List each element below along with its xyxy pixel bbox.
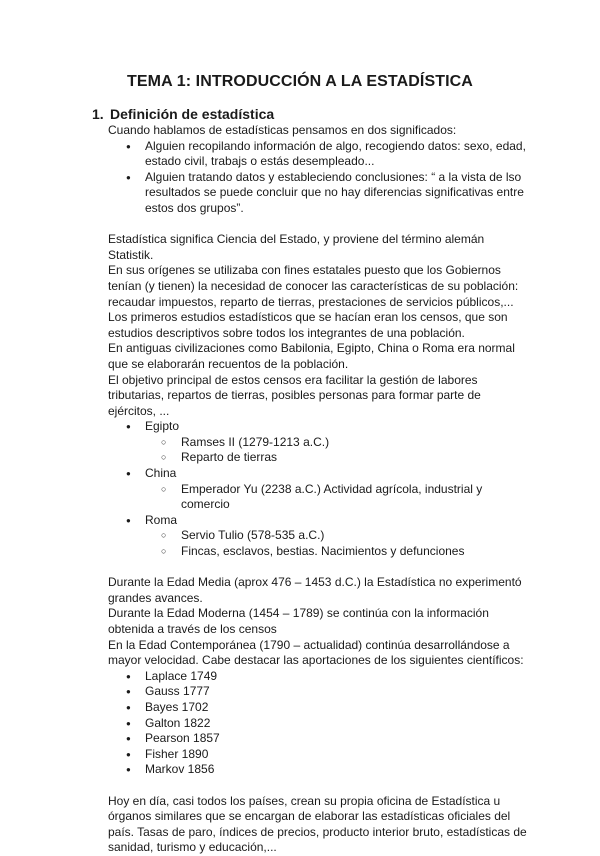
- civilization-name: Egipto: [145, 419, 180, 434]
- civilization-name: China: [145, 466, 177, 481]
- list-item: ● Laplace 1749: [108, 669, 528, 685]
- list-item: ● Markov 1856: [108, 762, 528, 778]
- list-item: ● Gauss 1777: [108, 684, 528, 700]
- list-item: ○ Fincas, esclavos, bestias. Nacimientos y defunciones: [145, 544, 528, 560]
- paragraph: El objetivo principal de estos censos era facilitar la gestión de labores tributarias, repartos de tierras, posibles personas para formar parte de ejércitos, ...: [108, 372, 481, 418]
- civilizations-list: [108, 419, 528, 559]
- civilization-egipto: [108, 419, 528, 466]
- section-body: [108, 123, 528, 856]
- paragraph: Estadística significa Ciencia del Estado, y proviene del término alemán Statistik.: [108, 232, 485, 262]
- list-item: ● Bayes 1702: [108, 700, 528, 716]
- list-item: ○ Ramses II (1279-1213 a.C.): [145, 435, 528, 451]
- civilization-name: Roma: [145, 512, 178, 527]
- civilization-roma: [108, 513, 528, 560]
- closing-paragraph: Hoy en día, casi todos los países, crean su propia oficina de Estadística u órganos similares que se encargan de elaborar las estadísticas oficiales del país. Tasas de paro, índices de precios, producto interior bruto, estadísticas de sanidad, turismo y educación,...: [108, 793, 527, 855]
- paragraph: En la Edad Contemporánea (1790 – actualidad) continúa desarrollándose a mayor velocidad. Cabe destacar las aportaciones de los siguientes científicos:: [108, 637, 524, 668]
- paragraph: En sus orígenes se utilizaba con fines estatales puesto que los Gobiernos tenían (y tienen) la necesidad de conocer las características de su población: recaudar impuestos, reparto de tierras, prestaciones de servicios públicos,...: [108, 263, 519, 309]
- list-item: ○ Reparto de tierras: [145, 450, 528, 466]
- section-number: 1.: [92, 106, 104, 122]
- scientists-list: [108, 669, 528, 778]
- list-item: ● Pearson 1857: [108, 731, 528, 747]
- meanings-list: [108, 139, 528, 217]
- list-item: ○ Emperador Yu (2238 a.C.) Actividad agrícola, industrial y comercio: [145, 482, 528, 513]
- paragraph: Durante la Edad Media (aprox 476 – 1453 d.C.) la Estadística no experimentó grandes avances.: [108, 575, 522, 605]
- list-item: ● Alguien tratando datos y estableciendo conclusiones: “ a la vista de lso resultados se puede concluir que no hay diferencias significativas entre estos dos grupos”.: [108, 170, 528, 217]
- page-title: TEMA 1: INTRODUCCIÓN A LA ESTADÍSTICA: [127, 73, 473, 90]
- paragraph: Durante la Edad Moderna (1454 – 1789) se continúa con la información obtenida a través de los censos: [108, 606, 489, 636]
- section-heading-text: Definición de estadística: [110, 106, 275, 122]
- paragraph: En antiguas civilizaciones como Babilonia, Egipto, China o Roma era normal que se elaborarán recuentos de la población.: [108, 341, 515, 371]
- list-item: ● Alguien recopilando información de algo, recogiendo datos: sexo, edad, estado civil, trabajs o estás desempleado...: [108, 139, 528, 170]
- section-heading: [92, 106, 274, 122]
- list-item: ○ Servio Tulio (578-535 a.C.): [145, 528, 528, 544]
- civilization-china: [108, 466, 528, 513]
- paragraph: Los primeros estudios estadísticos que se hacían eran los censos, que son estudios descriptivos sobre todos los integrantes de una población.: [108, 310, 508, 340]
- intro-paragraph: Cuando hablamos de estadísticas pensamos en dos significados:: [108, 123, 457, 137]
- list-item: ● Galton 1822: [108, 716, 528, 732]
- list-item: ● Fisher 1890: [108, 747, 528, 763]
